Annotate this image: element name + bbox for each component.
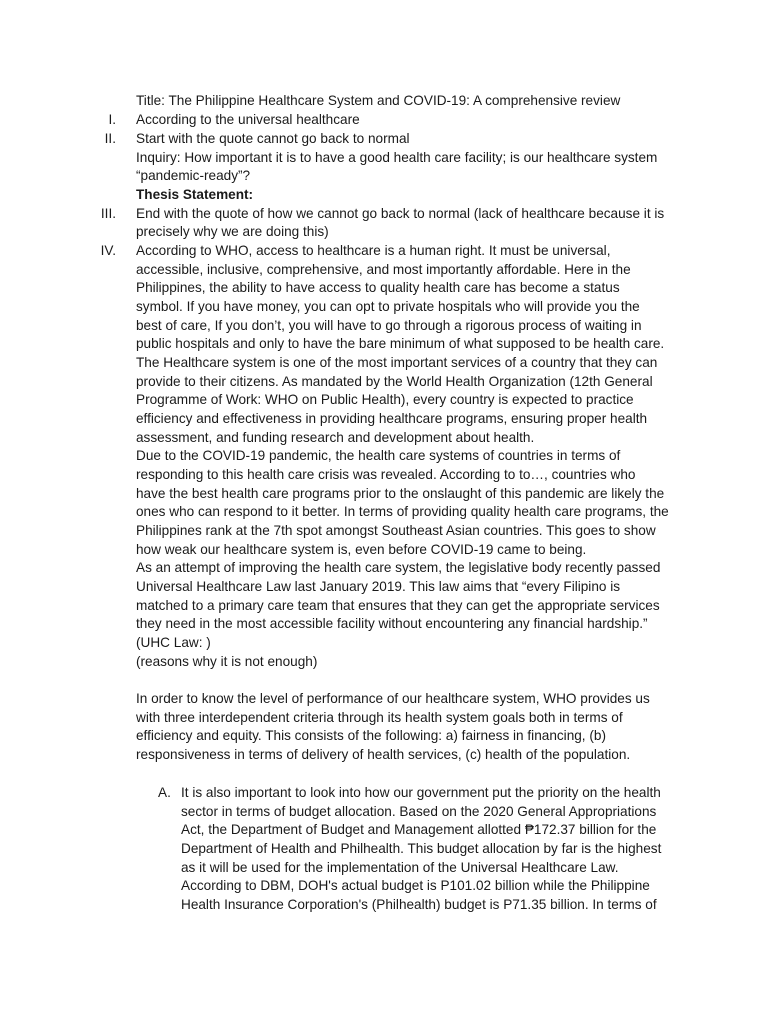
item3-line: precisely why we are doing this) <box>136 224 329 239</box>
item3-line: End with the quote of how we cannot go back to normal (lack of healthcare because it is <box>136 206 665 221</box>
item4-line: how weak our healthcare system is, even before COVID-19 came to being. <box>136 542 587 557</box>
item4-line: According to WHO, access to healthcare is a human right. It must be universal, <box>136 243 611 258</box>
inquiry-line: “pandemic-ready”? <box>136 168 251 183</box>
inquiry-line: Inquiry: How important it is to have a good health care facility; is our healthcare system <box>136 150 658 165</box>
item4-line: have the best health care programs prior to the onslaught of this pandemic are likely the <box>136 486 665 501</box>
sub-item-a-line: Act, the Department of Budget and Management allotted ₱172.37 billion for the <box>181 822 657 837</box>
item-marker-2: II. <box>104 131 116 146</box>
sub-item-a-line: sector in terms of budget allocation. Based on the 2020 General Appropriations <box>181 804 657 819</box>
paragraph-line: In order to know the level of performance of our healthcare system, WHO provides us <box>136 691 650 706</box>
item-text-1: According to the universal healthcare <box>136 112 360 127</box>
sub-item-a-line: According to DBM, DOH's actual budget is P101.02 billion while the Philippine <box>181 878 650 893</box>
item4-line: public hospitals and only to have the bare minimum of what supposed to be health care. <box>136 336 665 351</box>
item4-line: symbol. If you have money, you can opt to private hospitals who will provide you the <box>136 299 640 314</box>
item4-line: Philippines, the ability to have access to quality health care has become a status <box>136 280 620 295</box>
item4-line: responding to this health care crisis was revealed. According to to…, countries who <box>136 467 636 482</box>
item4-line: best of care, If you don’t, you will have to go through a rigorous process of waiting in <box>136 318 642 333</box>
sub-item-a-line: Health Insurance Corporation's (Philhealth) budget is P71.35 billion. In terms of <box>181 897 657 912</box>
thesis-label: Thesis Statement: <box>136 187 254 202</box>
document-title: Title: The Philippine Healthcare System and COVID-19: A comprehensive review <box>136 93 621 108</box>
item4-line: assessment, and funding research and development about health. <box>136 430 535 445</box>
item4-line: Programme of Work: WHO on Public Health), every country is expected to practice <box>136 392 634 407</box>
item4-line: efficiency and effectiveness in providing healthcare programs, ensuring proper health <box>136 411 648 426</box>
paragraph-line: efficiency and equity. This consists of the following: a) fairness in financing, (b) <box>136 728 606 743</box>
sub-item-a-line: Department of Health and Philhealth. This budget allocation by far is the highest <box>181 841 662 856</box>
item4-line: (UHC Law: ) <box>136 635 211 650</box>
sub-item-a-line: as it will be used for the implementation of the Universal Healthcare Law. <box>181 860 619 875</box>
item-marker-3: III. <box>100 206 116 221</box>
item4-line: they need in the most accessible facility without encountering any financial hardship.” <box>136 616 648 631</box>
item4-line: Due to the COVID-19 pandemic, the health care systems of countries in terms of <box>136 448 621 463</box>
item4-line: Universal Healthcare Law last January 2019. This law aims that “every Filipino is <box>136 579 621 594</box>
item4-line: The Healthcare system is one of the most important services of a country that they can <box>136 355 658 370</box>
item4-line: ones who can respond to it better. In terms of providing quality health care programs, the <box>136 504 669 519</box>
item4-line: provide to their citizens. As mandated by the World Health Organization (12th General <box>136 374 653 389</box>
paragraph-line: with three interdependent criteria through its health system goals both in terms of <box>136 710 623 725</box>
sub-item-a-line: It is also important to look into how our government put the priority on the health <box>181 785 661 800</box>
item4-line: (reasons why it is not enough) <box>136 654 318 669</box>
item-text-2: Start with the quote cannot go back to normal <box>136 131 410 146</box>
item4-line: As an attempt of improving the health care system, the legislative body recently passed <box>136 560 661 575</box>
item4-line: matched to a primary care team that ensures that they can get the appropriate services <box>136 598 660 613</box>
sub-item-marker-a: A. <box>158 785 171 800</box>
paragraph-line: responsiveness in terms of delivery of health services, (c) health of the population. <box>136 747 631 762</box>
item-marker-4: IV. <box>100 243 116 258</box>
item4-line: Philippines rank at the 7th spot amongst Southeast Asian countries. This goes to show <box>136 523 656 538</box>
item-marker-1: I. <box>108 112 116 127</box>
item4-line: accessible, inclusive, comprehensive, and most importantly affordable. Here in the <box>136 262 631 277</box>
